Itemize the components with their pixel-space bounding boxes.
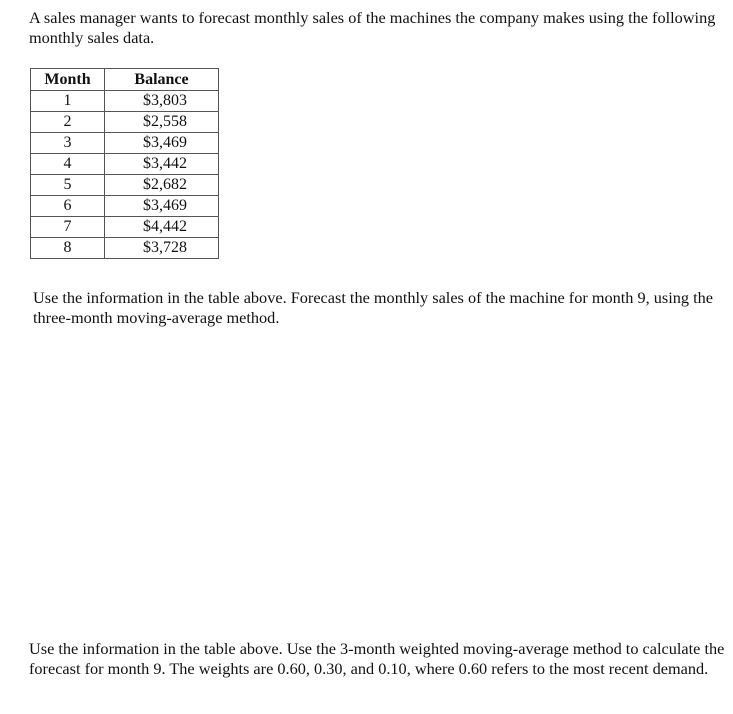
balance-cell: $3,442	[105, 154, 219, 175]
balance-cell: $3,728	[105, 238, 219, 259]
table-header-row	[31, 69, 219, 91]
month-cell: 2	[31, 112, 105, 133]
month-cell: 7	[31, 217, 105, 238]
balance-cell: $3,469	[105, 133, 219, 154]
balance-cell: $2,682	[105, 175, 219, 196]
month-cell: 5	[31, 175, 105, 196]
month-cell: 1	[31, 91, 105, 112]
balance-cell: $3,803	[105, 91, 219, 112]
balance-cell: $3,469	[105, 196, 219, 217]
month-cell: 8	[31, 238, 105, 259]
balance-column-header: Balance	[105, 69, 219, 91]
month-cell: 3	[31, 133, 105, 154]
table-row	[31, 112, 219, 133]
question-weighted-moving-average: Use the information in the table above. Use the 3-month weighted moving-average method to calculate the forecast for month 9. The weights are 0.60, 0.30, and 0.10, where 0.60 refers to the most recent demand.	[29, 639, 725, 678]
table-row	[31, 133, 219, 154]
table-row	[31, 196, 219, 217]
month-cell: 4	[31, 154, 105, 175]
table-row	[31, 154, 219, 175]
sales-table	[30, 68, 219, 259]
balance-cell: $2,558	[105, 112, 219, 133]
month-column-header: Month	[31, 69, 105, 91]
table-row	[31, 238, 219, 259]
table-row	[31, 175, 219, 196]
month-cell: 6	[31, 196, 105, 217]
table-row	[31, 217, 219, 238]
question-moving-average: Use the information in the table above. Forecast the monthly sales of the machine for month 9, using the three-month moving-average method.	[33, 288, 714, 327]
intro-text: A sales manager wants to forecast monthly sales of the machines the company makes using the following monthly sales data.	[29, 8, 716, 47]
balance-cell: $4,442	[105, 217, 219, 238]
table-row	[31, 91, 219, 112]
